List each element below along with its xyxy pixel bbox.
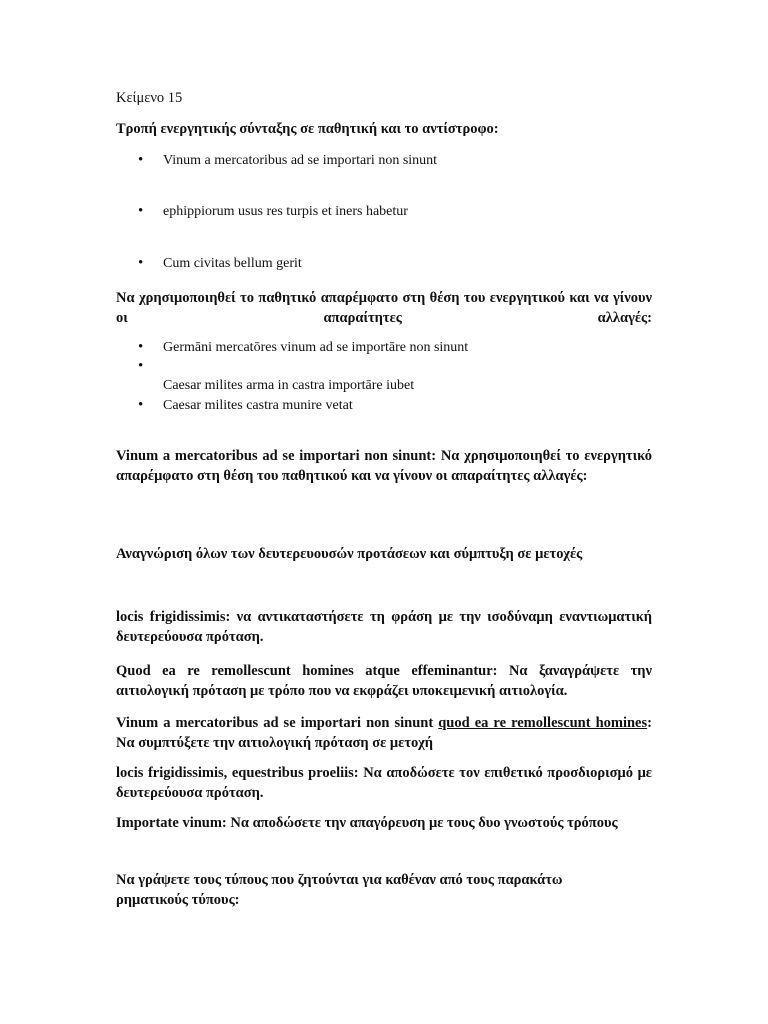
section-heading-subordinate-clauses: Αναγνώριση όλων των δευτερευουσών προτάσεων και σύμπτυξη σε μετοχές [116, 546, 583, 562]
instruction-text: Να αποδώσετε την απαγόρευση με τους δυο γνωστούς τρόπους [226, 815, 618, 831]
list-item: • Cum civitas bellum gerit [116, 254, 652, 273]
latin-phrase: Vinum a mercatoribus ad se importari non sinunt: [116, 448, 437, 464]
latin-phrase: locis frigidissimis, equestribus proeliis: [116, 765, 359, 781]
section-heading-voice-conversion: Τροπή ενεργητικής σύνταξης σε παθητική και το αντίστροφο: [116, 121, 499, 137]
exercise-concessive-clause [116, 607, 652, 647]
list-item: • Caesar milites castra munire vetat [116, 396, 652, 415]
document-title: Κείμενο 15 [116, 90, 183, 106]
list-item-continuation: Caesar milites arma in castra importāre iubet [163, 378, 415, 393]
list-item: • ephippiorum usus res turpis et iners habetur [116, 202, 652, 221]
instruction-text: Να αποδώσετε τον επιθετικό προσδιορισμό με δευτερεύουσα πρόταση. [116, 765, 652, 801]
section-heading-verb-forms: Να γράψετε τους τύπους που ζητούνται για καθέναν από τους παρακάτω ρηματικούς τύπους: [116, 872, 563, 908]
exercise-prohibition [116, 813, 652, 833]
instruction-text: Να χρησιμοποιηθεί το ενεργητικό απαρέμφατο στη θέση του παθητικού και να γίνουν οι απαραίτητες αλλαγές: [116, 448, 652, 484]
latin-underlined-clause: quod ea re remollescunt homines [438, 715, 648, 731]
latin-phrase: locis frigidissimis: [116, 609, 231, 625]
exercise-causal-clause [116, 661, 652, 701]
latin-phrase: Importate vinum: [116, 815, 227, 831]
section-heading-passive-infinitive: Να χρησιμοποιηθεί το παθητικό απαρέμφατο στη θέση του ενεργητικού και να γίνουν οι απαραίτητες αλλαγές: [116, 290, 652, 326]
latin-phrase: Quod ea re remollescunt homines atque effeminantur: [116, 663, 498, 679]
list-item: • Vinum a mercatoribus ad se importari non sinunt [116, 151, 652, 170]
latin-phrase: Vinum a mercatoribus ad se importari non sinunt [116, 715, 439, 731]
list-item: • Germāni mercatōres vinum ad se importāre non sinunt [116, 338, 652, 357]
instruction-text: Να ξαναγράψετε την αιτιολογική πρόταση με τρόπο που να εκφράζει υποκειμενική αιτιολογία. [116, 663, 652, 699]
exercise-participle-contraction [116, 713, 652, 753]
instruction-text: : Να συμπτύξετε την αιτιολογική πρόταση σε μετοχή [116, 715, 652, 751]
exercise-active-infinitive [116, 446, 652, 486]
exercise-attributive-clause [116, 763, 652, 803]
instruction-text: να αντικαταστήσετε τη φράση με την ισοδύναμη εναντιωματική δευτερεύουσα πρόταση. [116, 609, 652, 645]
